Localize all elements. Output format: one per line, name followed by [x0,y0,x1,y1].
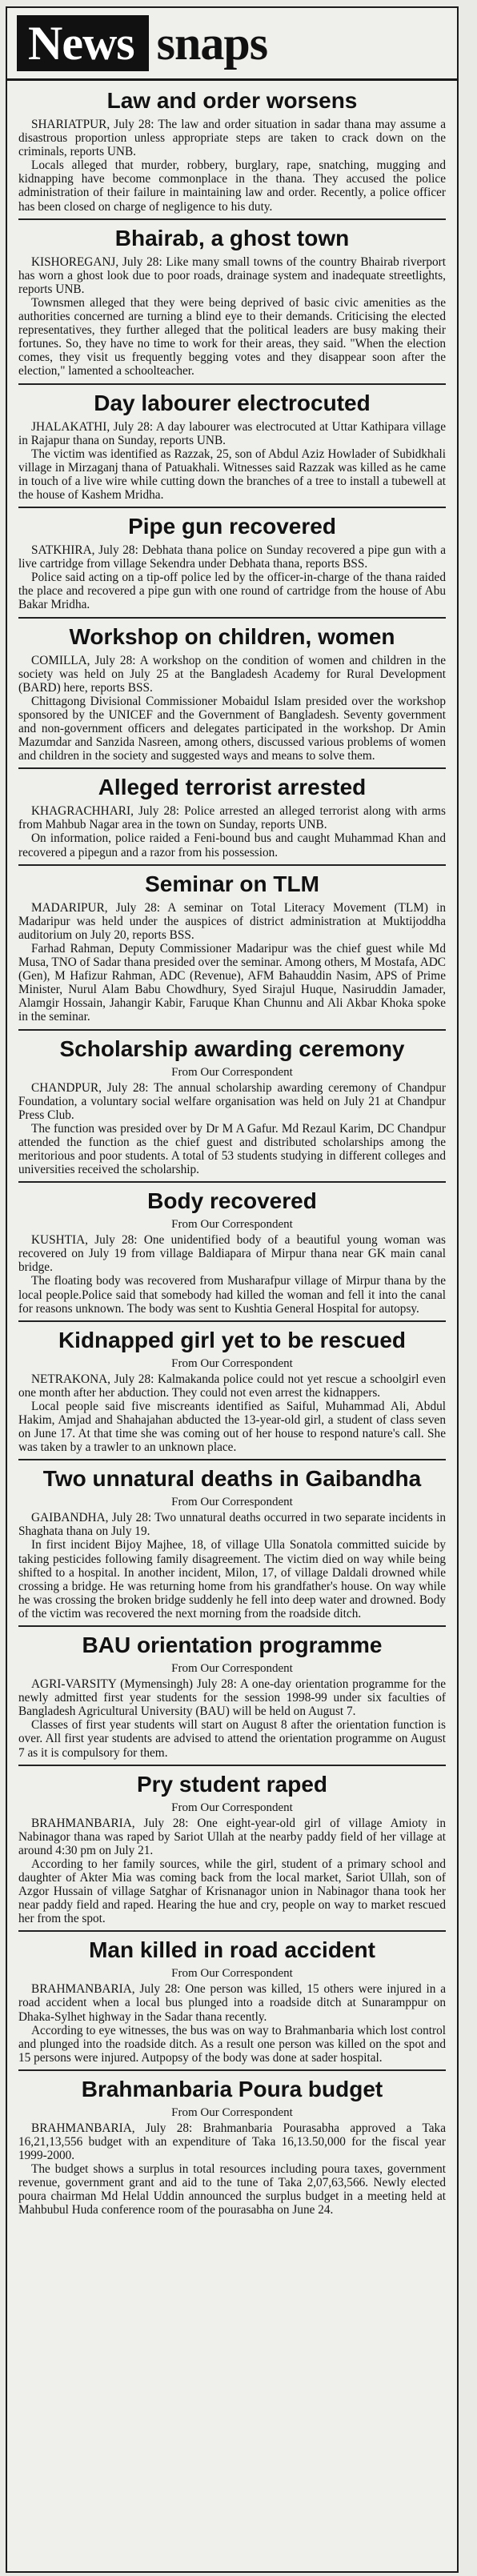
story-headline: Day labourer electrocuted [94,390,371,415]
news-story [18,1766,446,1933]
story-headline: Pry student raped [136,1771,328,1797]
story-paragraph: AGRI-VARSITY (Mymensingh) July 28: A one-day orientation programme for the newly admitted first year students for the session 1998-99 under six faculties of Bangladesh Agricultural University (BAU) will be held on August 7. [18,1677,446,1719]
story-paragraph: KHAGRACHHARI, July 28: Police arrested an alleged terrorist along with arms from Mahbub Nagar area in the town on Sunday, reports UNB. [18,804,446,832]
story-paragraph: COMILLA, July 28: A workshop on the condition of women and children in the society was held on July 25 at the Bangladesh Academy for Rural Development (BARD) here, reports BSS. [18,653,446,695]
story-paragraph: BRAHMANBARIA, July 28: One person was killed, 15 others were injured in a road accident when a local bus plunged into a roadside ditch at Sunaramppur on Dhaka-Sylhet highway in the Sadar thana recently. [18,1982,446,2024]
story-byline: From Our Correspondent [171,1356,293,1370]
story-headline: Kidnapped girl yet to be rescued [58,1327,407,1352]
story-paragraph: On information, police raided a Feni-bound bus and caught Muhammad Khan and recovered a pipegun and a razor from his possession. [18,831,446,859]
story-byline: From Our Correspondent [171,1662,293,1676]
news-story [18,1460,446,1627]
story-headline: Law and order worsens [106,88,358,113]
story-paragraph: Farhad Rahman, Deputy Commissioner Madaripur was the chief guest while Md Musa, TNO of Sadar thana presided over the seminar. Among others, M Mostafa, ADC (Gen), M Hafizur Rahman, ADC (Revenue), AFM Bahauddin Nasim, APS of Prime Minister, Nurul Alam Babu Chowdhury, Syed Sirajul Huque, Nasiruddin Jamader, Alamgir Hossain, Jahangir Kabir, Faruque Khan Chunnu and Ali Akbar Khoka spoke in the seminar. [18,941,446,1024]
story-byline: From Our Correspondent [171,1496,293,1509]
story-paragraph: The function was presided over by Dr M A Gafur. Md Rezaul Karim, DC Chandpur attended the function as the chief guest and distributed scholarships among the meritorious and poor students. A total of 53 students studying in different colleges and universities received the scholarship. [18,1121,446,1177]
story-paragraph: JHALAKATHI, July 28: A day labourer was electrocuted at Uttar Kathipara village in Rajapur thana on Sunday, reports UNB. [18,419,446,447]
story-headline: Man killed in road accident [89,1937,375,1963]
story-paragraph: Townsmen alleged that they were being deprived of basic civic amenities as the authorities concerned are turning a blind eye to their demands. Criticising the elected representatives, they further alleged that the political leaders are busy making their fortunes. So, they have no time to work for their areas, they said. "When the election comes, they visit us frequently begging votes and they disappear soon after the election," lamented a schoolteacher. [18,295,446,379]
news-story [18,385,446,509]
news-story [18,619,446,770]
news-story [18,1031,446,1184]
story-paragraph: CHANDPUR, July 28: The annual scholarship awarding ceremony of Chandpur Foundation, a voluntary social welfare organisation was held on July 21 at Chandpur Press Club. [18,1080,446,1122]
story-paragraph: The floating body was recovered from Musharafpur village of Mirpur thana by the local people.Police said that somebody had killed the woman and fell it into the canal for reasons unknown. The body was sent to Kushtia General Hospital for autopsy. [18,1274,446,1316]
story-paragraph: According to her family sources, while the girl, student of a primary school and daughter of Akter Mia was coming back from the local market, Sariot Ullah, son of Azgor Hussain of village Satghar of Krisnanagor union in Nabinagor thana took her near paddy field and raped. Hearing the hue and cry, people on way to market rescued her from the spot. [18,1857,446,1926]
story-headline: Pipe gun recovered [128,514,336,539]
story-paragraph: The victim was identified as Razzak, 25, son of Abdul Aziz Howlader of Subidkhali village in Mirzaganj thana of Patuakhali. Witnesses said Razzak was killed as he came in touch of a live wire while cutting down the branches of a tree to install a tubewell at the house of Kashem Mridha. [18,447,446,502]
news-story [18,1932,446,2071]
story-paragraph: SHARIATPUR, July 28: The law and order situation in sadar thana may assume a disastrous proportion unless appropriate steps are taken to crack down on the criminals, reports UNB. [18,118,446,159]
story-paragraph: Chittagong Divisional Commissioner Mobaidul Islam presided over the workshop sponsored by the UNICEF and the Government of Bangladesh. Seventy government and non-government officers and delegates participated in the workshop. Dr Amin Mazumdar and Sanzida Nasreen, among others, discussed various problems of women and children in the society and suggested ways and means to solve them. [18,694,446,763]
story-headline: Seminar on TLM [145,871,319,896]
story-paragraph: According to eye witnesses, the bus was on way to Brahmanbaria which lost control and plunged into the roadside ditch. As a result one person was killed on the spot and 15 persons were injured. Autpopsy of the body was done at sader hospital. [18,2023,446,2065]
news-column [6,6,459,2573]
masthead-news: News [17,15,149,71]
story-byline: From Our Correspondent [171,1218,293,1232]
story-paragraph: Classes of first year students will start on August 8 after the orientation function is over. All first year students are advised to attend the orientation programme on August 7 as it is compulsory for them. [18,1718,446,1760]
news-story [18,508,446,618]
news-story [18,866,446,1031]
story-headline: BAU orientation programme [82,1633,383,1658]
news-story [18,1183,446,1322]
masthead [7,8,457,81]
story-paragraph: GAIBANDHA, July 28: Two unnatural deaths occurred in two separate incidents in Shaghata thana on July 19. [18,1511,446,1539]
story-byline: From Our Correspondent [171,2105,293,2119]
story-byline: From Our Correspondent [171,1801,293,1814]
story-paragraph: The budget shows a surplus in total resources including poura taxes, government revenue, government grant and aid to the tune of Taka 2,07,63,566. Newly elected poura chairman Md Helal Uddin announced the surplus budget in a meeting held at Mahbubul Huda conference room of the pourasabha on June 24. [18,2162,446,2217]
story-headline: Bhairab, a ghost town [114,225,350,250]
news-story [18,1322,446,1461]
story-headline: Alleged terrorist arrested [98,775,367,800]
story-paragraph: BRAHMANBARIA, July 28: Brahmanbaria Pourasabha approved a Taka 16,21,13,556 budget with an expenditure of Taka 16,13.50,000 for the fiscal year 1999-2000. [18,2121,446,2163]
story-paragraph: BRAHMANBARIA, July 28: One eight-year-old girl of village Amioty in Nabinagor thana was raped by Sariot Ullah at the nearby paddy field of her village at around 4:30 pm on July 21. [18,1816,446,1857]
story-byline: From Our Correspondent [171,1967,293,1981]
story-paragraph: KISHOREGANJ, July 28: Like many small towns of the country Bhairab riverport has worn a ghost look due to poor roads, drainage system and inadequate streetlights, reports UNB. [18,254,446,296]
story-paragraph: Police said acting on a tip-off police led by the officer-in-charge of the thana raided the place and recovered a pipe gun with one round of cartridge from the house of Abu Bakar Mridha. [18,571,446,612]
story-headline: Scholarship awarding ceremony [59,1036,405,1061]
story-paragraph: KUSHTIA, July 28: One unidentified body of a beautiful young woman was recovered on July 19 from village Baldiapara of Mirpur thana near GK main canal bridge. [18,1233,446,1275]
news-story [18,1627,446,1766]
story-paragraph: SATKHIRA, July 28: Debhata thana police on Sunday recovered a pipe gun with a live cartridge from village Sekendra under Debhata thana, reports BSS. [18,543,446,571]
story-paragraph: MADARIPUR, July 28: A seminar on Total Literacy Movement (TLM) in Madaripur was held under the auspices of district administration at Muktijoddha auditorium on July 20, reports BSS. [18,900,446,942]
story-headline: Brahmanbaria Poura budget [81,2076,383,2101]
story-headline: Two unnatural deaths in Gaibandha [42,1466,422,1492]
stories-list [7,81,457,2222]
story-paragraph: Local people said five miscreants identified as Saiful, Muhammad Ali, Abdul Hakim, Amjad and Shahajahan abducted the 13-year-old girl, a student of class seven on June 17. At that time she was coming out of her house to respond nature's call. She was taken by a trawler to an unknown place. [18,1399,446,1455]
story-headline: Body recovered [147,1188,317,1214]
news-story [18,82,446,220]
news-story [18,220,446,385]
story-byline: From Our Correspondent [171,1065,293,1079]
story-paragraph: Locals alleged that murder, robbery, burglary, rape, snatching, mugging and kidnapping have become commonplace in the thana. They accused the police administration of their failure in maintaining law and order. Recently, a police officer has been closed on charge of negligence to his duty. [18,158,446,214]
story-headline: Workshop on children, women [69,623,395,649]
story-paragraph: NETRAKONA, July 28: Kalmakanda police could not yet rescue a schoolgirl even one month after her abduction. They could not even arrest the kidnappers. [18,1372,446,1400]
news-story [18,769,446,865]
story-paragraph: In first incident Bijoy Majhee, 18, of village Ulla Sonatola committed suicide by taking pesticides following family disagreement. The victim died on way while being shifted to a hospital. In another incident, Milon, 17, of village Daldali drowned while crossing a bridge. He was returning home from his grandfather's house. On way while he was crossing the broken bridge suddenly he fell into deep water and drowned. Body of the victim was recovered the next morning from the roadside ditch. [18,1538,446,1621]
news-story [18,2071,446,2222]
masthead-snaps: snaps [156,17,268,70]
